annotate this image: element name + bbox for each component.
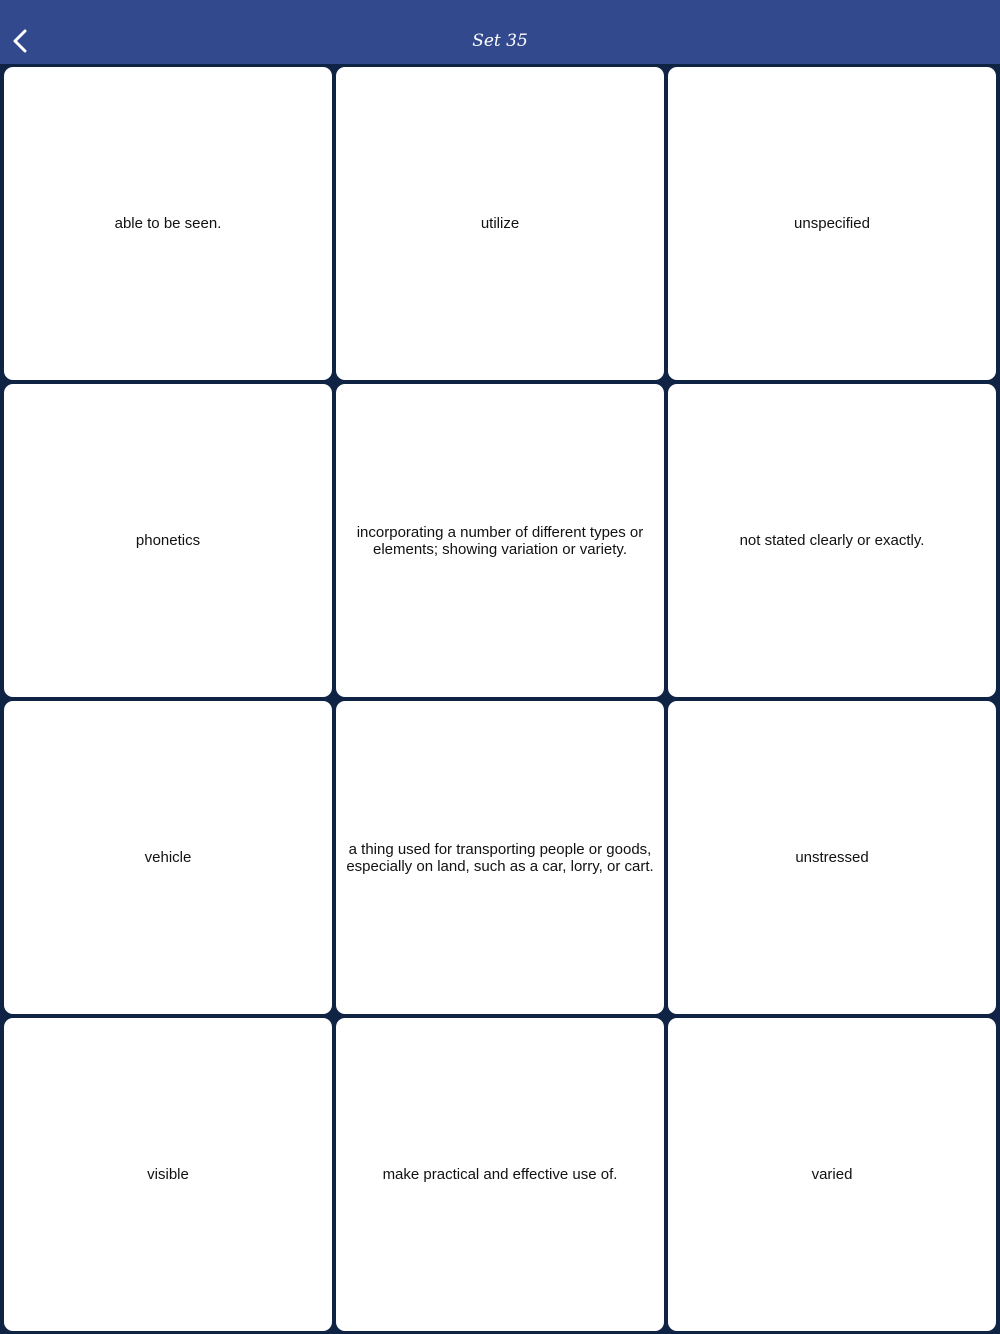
card[interactable] — [4, 701, 332, 1014]
card[interactable] — [668, 1018, 996, 1331]
navigation-bar — [0, 0, 1000, 64]
card[interactable] — [336, 1018, 664, 1331]
card[interactable] — [4, 1018, 332, 1331]
card[interactable] — [4, 384, 332, 697]
card[interactable] — [668, 701, 996, 1014]
card-text: unspecified — [794, 215, 870, 232]
card[interactable] — [336, 384, 664, 697]
page-title: Set 35 — [472, 31, 528, 51]
card-text: unstressed — [795, 849, 869, 866]
card-text: utilize — [480, 215, 520, 232]
card-grid — [0, 64, 1000, 1334]
card-text: vehicle — [144, 849, 192, 866]
card[interactable] — [668, 384, 996, 697]
card-text: not stated clearly or exactly. — [739, 532, 925, 549]
card-text: varied — [811, 1166, 853, 1183]
card[interactable] — [668, 67, 996, 380]
back-button[interactable] — [4, 22, 36, 60]
card[interactable] — [336, 67, 664, 380]
card-text: a thing used for transporting people or goods, especially on land, such as a car, lorry, or cart. — [346, 840, 654, 875]
card[interactable] — [4, 67, 332, 380]
card-text: visible — [147, 1166, 189, 1183]
chevron-left-icon — [10, 28, 30, 54]
card-text: make practical and effective use of. — [382, 1166, 618, 1183]
card[interactable] — [336, 701, 664, 1014]
card-text: phonetics — [135, 532, 201, 549]
card-text: incorporating a number of different types or elements; showing variation or variety. — [356, 523, 644, 558]
card-text: able to be seen. — [114, 215, 222, 232]
